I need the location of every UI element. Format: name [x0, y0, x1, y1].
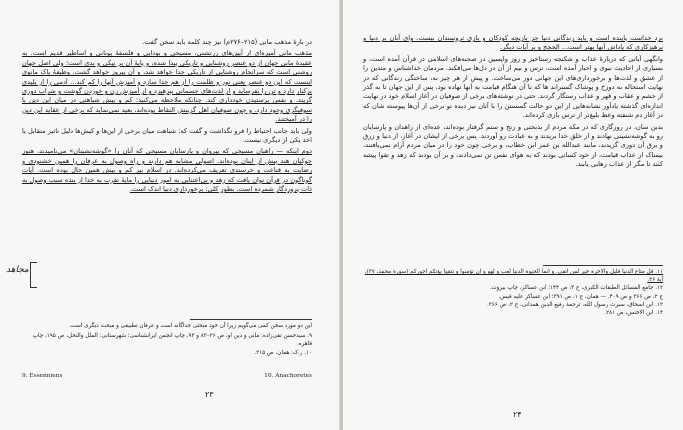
left-footnotes: [22, 322, 312, 357]
left-paragraph-1: در بارهٔ مذهب مانی (۲۱۵–۲۷۶م) نیز چند کلمه باید سخن گفت.: [142, 38, 312, 46]
left-page-number: ۲۳: [205, 390, 214, 399]
right-paragraph-1: نزد خداست پاینده است و باید زندگانی دنیا جز بازیچه کودکان و بازی ثروتمندان نیست. وای آنان بر دنیا و پرهیزکاری که پاداش آنها بهتر است... الحجج و بر آیات دیگر.: [363, 34, 663, 52]
right-footnote-11: ۱۱. قل متاع الدنیا قلیل والاخرة خیر لمن اتقی. و انما الحیوة الدنیا لعب و لهو و ان تؤمنوا و تتقوا یؤتکم اجورکم (سورهٔ محمد، ۳۷)، آیهٔ ۳۶.: [364, 269, 663, 284]
latin-notes: [22, 373, 312, 379]
left-page-body: [22, 38, 312, 197]
left-paragraph-3: ولی باید جانب احتیاط را فرو نگذاشت و گفت که: شباهت میان برخی از این‌ها و کیش‌ها دلیل تاثیر متقابل یا اخذ یکی از دیگری نیست.: [22, 126, 312, 145]
handwritten-margin-note: مجاهد: [6, 265, 29, 275]
right-page: [343, 0, 683, 430]
right-footnote-12-cont: ج ۲، ص ۳۶۶ و ص ۴۰۹. — همان، ج ۱، ص ۳۹۱؛ ابن عساکر علیه قیس.: [498, 293, 663, 300]
right-footnote-13: ۱۳. ابن اسحاق، سیرت رسول الله، ترجمهٔ رفیع الدین همدانی، ج ۲، ص ۳۶۶.: [486, 301, 663, 308]
right-page-body: [363, 34, 663, 172]
right-footnote-14: ۱۴. ابن الاخنس، ص ۲۸۱.: [604, 310, 663, 317]
left-footnote-lead: این دو مورد سخن کمی می‌گویم زیرا آن خود مبحثی جداگانه است و عرفان تطبیقی و مبحث دیگری است.: [68, 323, 312, 329]
left-paragraph-2: مذهب مانی آمیزه‌ای از آیین‌های زرتشتی، مسیحی و بودایی و فلسفهٔ یونانی و اساطیر قدیم است. به عقیدهٔ مانی جهان از دو عنصر روشنایی و تاریکی پیدا شده، و پایهٔ آن بر نیکی و بدی است؛ ولی اصل جهان روشنی است که سرانجام روشنایی از تاریکی جدا خواهد شد، و آن پیروز خواهد گشت. وظیفهٔ پاک مانوی اینست که این دو عنصر یعنی نور و ظلمت را از هم جدا سازد و آمیزش آنها را کم کند... آدمی را از پلیدی برکنار دارد و تن را بفرساید و از لذت‌های جسمانی بپرهیزد و از آمیزش زن و خوردن گوشت و شراب دوری گزیند. و نفس پرستیدن خودداری کند. چنانکه ملاحظه می‌کنید: کم و بیش شباهتی در میان این دین با سوفیگری وجود دارد. و چون صوفیان اهل گزینش التقاط بوده‌اند، بعید نمی‌نماید که برخی از عقاید این دین را در آمیختند.: [22, 49, 312, 124]
right-paragraph-2: وانگهی آیاتی که دربارهٔ عذاب و شکنجه رستاخیز و روز واپسین در صحنه‌های اسلامی در قرآن آمده است، و بسیاری از احادیث نبوی و اخبار آمده است، ترس و بیم از آن در دل‌ها می‌افکند. مردمان خداشناس و متدین را از عشق و لذت‌ها و برخورداری‌های این جهانی دور می‌ساخت. و پیش از هر چیز نه، ساختگی زندگانی که در نهایت استحاله به دوزخ و پوشاک گستراند ها که تا آن هنگام قیامت به آنها نهاده بود، پس از این جهان تا به گذر از خشم و عقاب و قهر و عذاب رستگار گردند. حتی در نوشته‌های برخی از صوفیان در آغاز اسلام خود در نهایت اندازه‌ای گذشته یادآور نشانه‌هایی از این دو حالت گسستن را با آنان نیز دیده تو برخی از آن‌ها پیوسته شان که در آغاز دم شنفته وعظ بلیغ‌تر از ترس بازی کرده‌اند.: [363, 54, 663, 120]
margin-bracket: [30, 262, 37, 288]
left-footnote-rule: [190, 319, 312, 320]
latin-note-9: 9. Essenniens: [22, 373, 63, 379]
right-paragraph-3: بدین سان، در روزگاری که در مکه مردم از بدبختی و رنج و ستم گرفتار بوده‌اند، عده‌ای از زاهدان و پارسایان رو به گوشه‌نشینی نهادند و از خلق خدا بریدند و به عبادت رو آوردند. پس برخی از ایشان در آغاز، از دنیا و زرق و برق آن دوری گزیدند، مانند عبدالله بن عمر ابن خطاب، و برخی چون خود را در میان مردم آرام نمی‌یافتند، بیمناک از عذاب قیامت، از خود کسانی بودند که به هوای نفس تن نمی‌دادند، و بر آن بودند که زهد و تقوا پیشه کنند تا مگر از عذاب رهایی یابند.: [363, 122, 663, 169]
left-footnote-10: ۱۰. ر.ک: همان، ص ۲۱۵.: [254, 349, 312, 356]
left-footnote-9: ۹. سیدحسن تقی‌زاده: مانی و دین او، ص ۲۶–۸۳ و ۹۳، چاپ انجمن ایرانشناسی؛ شهرستانی: الملل والنحل، ص ۱۹۵، چاپ قاهره.: [32, 333, 312, 348]
right-page-number: ۲۴: [513, 410, 522, 419]
left-page: [0, 0, 340, 430]
left-paragraph-4: دوم اینکه — راهبان مسیحی که پیروان و پارسایان مسیحی که آنان را «گوشه‌نشینان» می‌نامیدند، هنوز جوکیان هند پیش از اینان بوده‌اند. اصولی مشابه هم دارند و راه وصول به عرفان را همین خشنودی و رضایت به قناعت و خرسندی تعریف می‌کرده‌اند. در اسلام نیز کم و بیش همین حال بوده است. آیات گوناگون در قرآن توان یافت که زهد و بی‌اعتنایی به امور دنیایی را مایهٔ تقرب به خدا از بنده سبب وصول به ذات پروردگار شمرده است. بطور کلی: برخورداری دنیا اندک است.: [22, 147, 312, 194]
right-footnote-rule: [543, 265, 663, 266]
right-footnotes: [363, 268, 663, 317]
right-footnote-12: ۱۲. جامع المسائل الطبقات الکبری، ج ۴، ص ۱۴۴؛ ابن عساکر، چاپ بیروت.: [489, 285, 663, 292]
latin-note-10: 10. Anachoretes: [264, 373, 312, 379]
